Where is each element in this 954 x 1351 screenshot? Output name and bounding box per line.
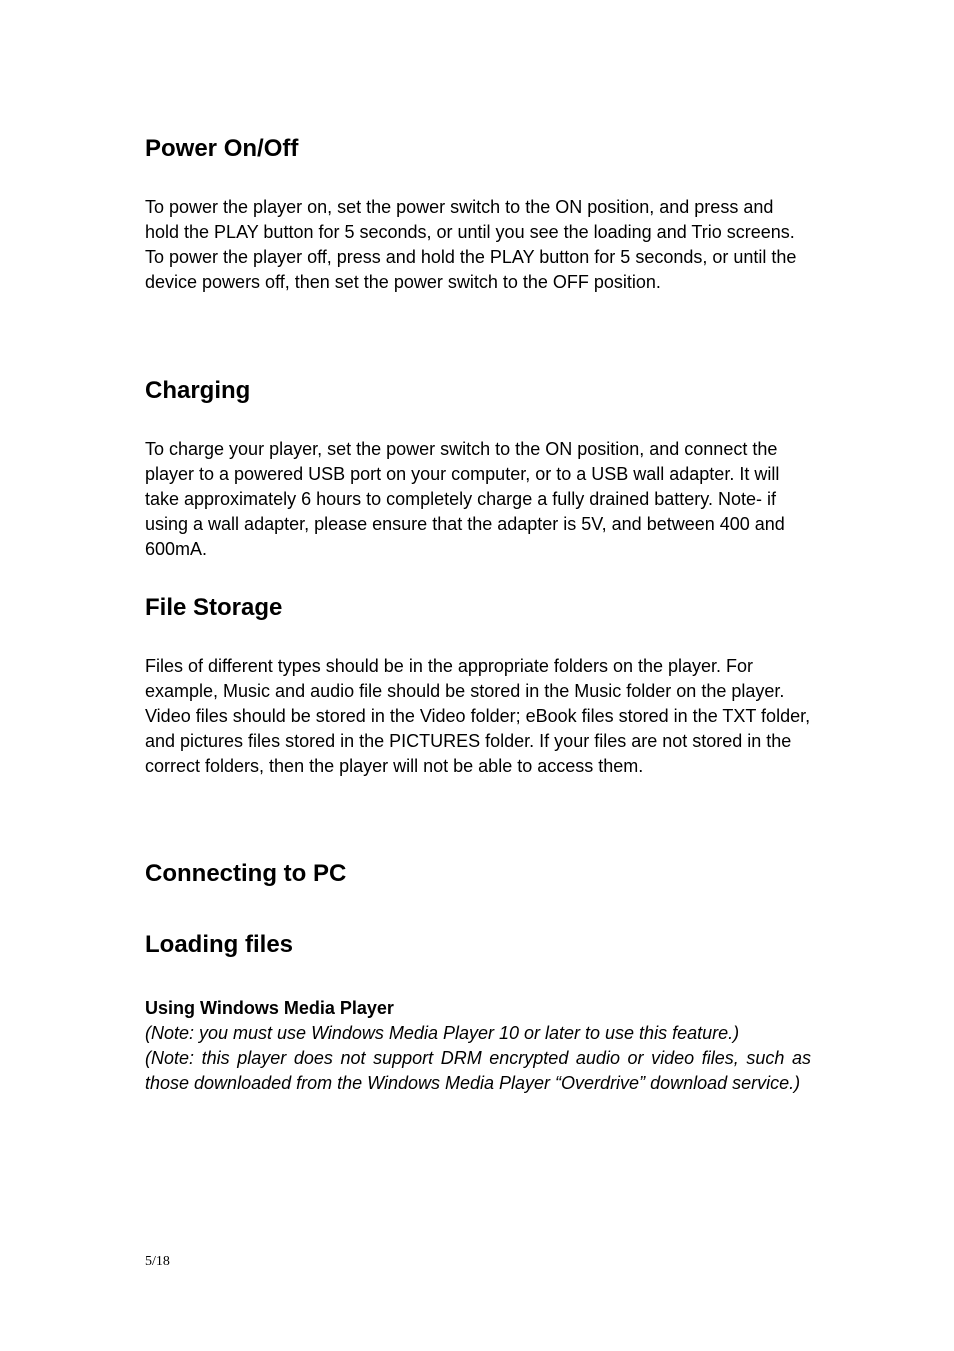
heading-power-on-off: Power On/Off	[145, 135, 299, 162]
notes-block	[145, 1021, 811, 1096]
heading-loading-files: Loading files	[145, 931, 294, 958]
note-drm-support: (Note: this player does not support DRM encrypted audio or video files, such as those downloaded from the Windows Media Player “Overdrive” download service.)	[145, 1048, 811, 1093]
paragraph-file-storage: Files of different types should be in the appropriate folders on the player. For example, Music and audio file should be stored in the Music folder on the player. Video files should be stored in the Video folder; eBook files stored in the TXT folder, and pictures files stored in the PICTURES folder. If your files are not stored in the correct folders, then the player will not be able to access them.	[145, 656, 811, 776]
paragraph-power-on-off: To power the player on, set the power switch to the ON position, and press and hold the PLAY button for 5 seconds, or until you see the loading and Trio screens. To power the player off, press and hold the PLAY button for 5 seconds, or until the device powers off, then set the power switch to the OFF position.	[145, 197, 797, 292]
subheading-windows-media-player: Using Windows Media Player	[145, 998, 394, 1018]
note-wmp-version: (Note: you must use Windows Media Player 10 or later to use this feature.)	[145, 1023, 740, 1043]
page-number: 5/18	[145, 1254, 170, 1269]
heading-connecting-to-pc: Connecting to PC	[145, 860, 347, 887]
heading-file-storage: File Storage	[145, 594, 283, 621]
paragraph-charging: To charge your player, set the power switch to the ON position, and connect the player to a powered USB port on your computer, or to a USB wall adapter. It will take approximately 6 hours to completely charge a fully drained battery. Note- if using a wall adapter, please ensure that the adapter is 5V, and between 400 and 600mA.	[145, 439, 785, 559]
heading-charging: Charging	[145, 377, 251, 404]
